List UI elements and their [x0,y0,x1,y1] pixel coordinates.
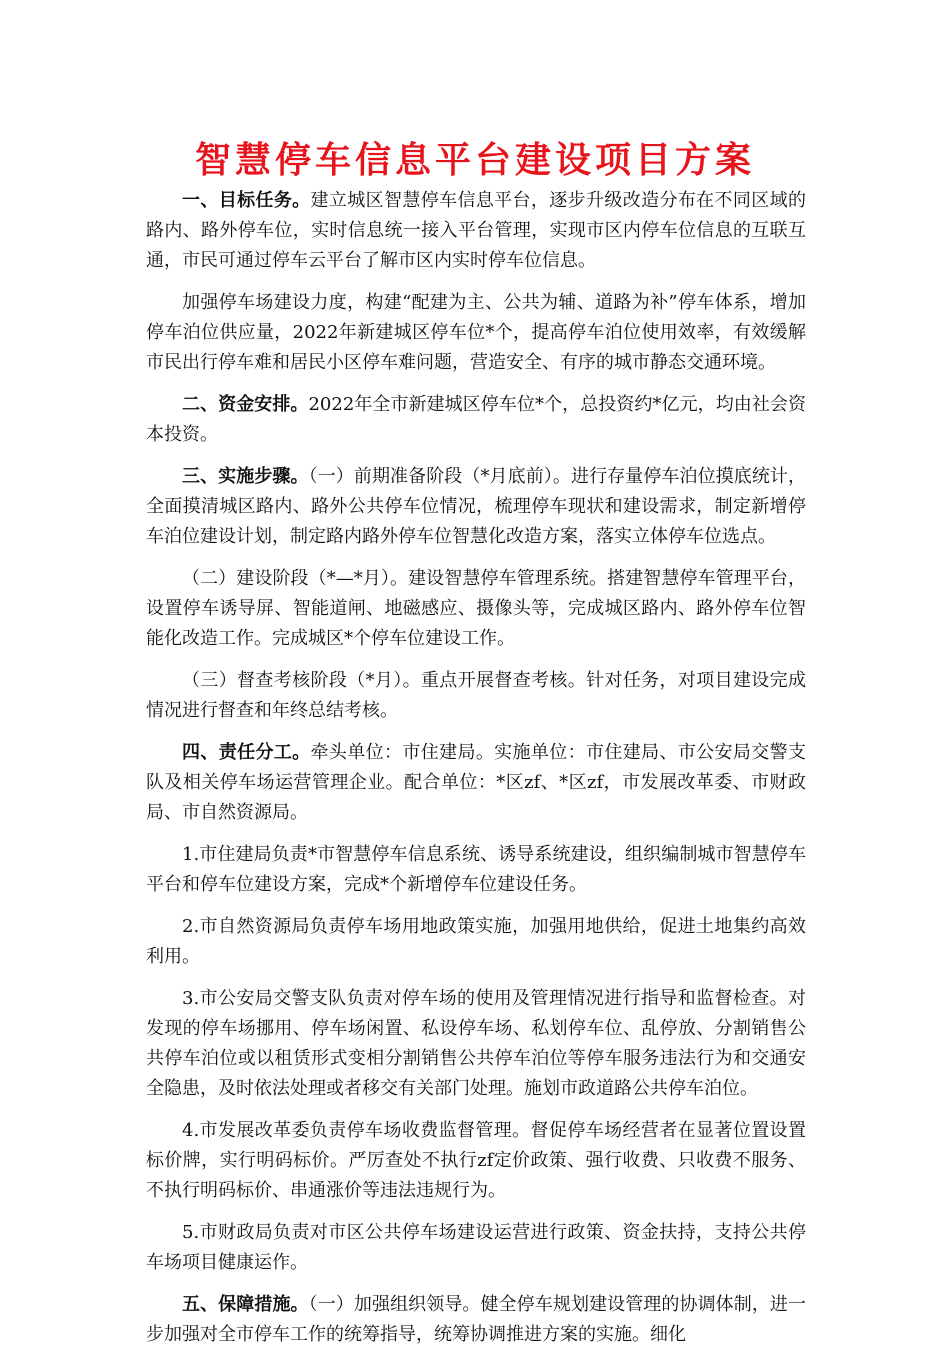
paragraph-text: 建立城区智慧停车信息平台，逐步升级改造分布在不同区域的路内、路外停车位，实时信息统一接入平台管理，实现市区内停车位信息的互联互通，市民可通过停车云平台了解市区内实时停车位信息。 [146,190,806,271]
paragraph-duty-5 [146,1218,806,1278]
paragraph-goals [146,186,806,276]
paragraph-text: （二）建设阶段（*—*月）。建设智慧停车管理系统。搭建智慧停车管理平台，设置停车诱导屏、智能道闸、地磁感应、摄像头等，完成城区路内、路外停车位智能化改造工作。完成城区*个停车位建设工作。 [146,568,806,649]
section-heading-funding: 二、资金安排。 [182,394,309,415]
paragraph-safeguards [146,1290,806,1350]
section-heading-safeguards: 五、保障措施。 [182,1294,309,1315]
paragraph-duty-4 [146,1116,806,1206]
paragraph-text: 加强停车场建设力度，构建“配建为主、公共为辅、道路为补”停车体系，增加停车泊位供应量，2022年新建城区停车位*个，提高停车泊位使用效率，有效缓解市民出行停车难和居民小区停车难问题，营造安全、有序的城市静态交通环境。 [146,292,806,373]
document-body [146,186,806,1350]
paragraph-text: 3.市公安局交警支队负责对停车场的使用及管理情况进行指导和监督检查。对发现的停车场挪用、停车场闲置、私设停车场、私划停车位、乱停放、分割销售公共停车泊位或以租赁形式变相分割销售公共停车泊位等停车服务违法行为和交通安全隐患，及时依法处理或者移交有关部门处理。施划市政道路公共停车泊位。 [146,988,806,1099]
paragraph-funding [146,390,806,450]
paragraph-text: （三）督查考核阶段（*月）。重点开展督查考核。针对任务，对项目建设完成情况进行督查和年终总结考核。 [146,670,806,721]
paragraph-text: （一）加强组织领导。健全停车规划建设管理的协调体制，进一步加强对全市停车工作的统筹指导，统筹协调推进方案的实施。细化 [146,1294,807,1345]
paragraph-text: 2022年全市新建城区停车位*个，总投资约*亿元，均由社会资本投资。 [146,394,806,445]
section-heading-steps: 三、实施步骤。 [182,466,309,487]
paragraph-steps [146,462,806,552]
paragraph-text: （一）前期准备阶段（*月底前）。进行存量停车泊位摸底统计，全面摸清城区路内、路外公共停车位情况，梳理停车现状和建设需求，制定新增停车泊位建设计划，制定路内路外停车位智慧化改造方案，落实立体停车位选点。 [146,466,807,547]
paragraph-duty-3 [146,984,806,1104]
paragraph-text: 2.市自然资源局负责停车场用地政策实施，加强用地供给，促进土地集约高效利用。 [146,916,806,967]
section-heading-goals: 一、目标任务。 [182,190,311,211]
paragraph-duty-2 [146,912,806,972]
paragraph-text: 4.市发展改革委负责停车场收费监督管理。督促停车场经营者在显著位置设置标价牌，实行明码标价。严厉查处不执行zf定价政策、强行收费、只收费不服务、不执行明码标价、串通涨价等违法违规行为。 [146,1120,806,1201]
section-heading-responsibilities: 四、责任分工。 [182,742,311,763]
paragraph-duty-1 [146,840,806,900]
paragraph-text: 牵头单位：市住建局。实施单位：市住建局、市公安局交警支队及相关停车场运营管理企业。配合单位：*区zf、*区zf，市发展改革委、市财政局、市自然资源局。 [146,742,806,823]
document-title: 智慧停车信息平台建设项目方案 [194,139,755,181]
paragraph-text: 1.市住建局负责*市智慧停车信息系统、诱导系统建设，组织编制城市智慧停车平台和停车位建设方案，完成*个新增停车位建设任务。 [146,844,806,895]
paragraph-parking-construction [146,288,806,378]
paragraph-responsibilities [146,738,806,828]
paragraph-step-three [146,666,806,726]
paragraph-text: 5.市财政局负责对市区公共停车场建设运营进行政策、资金扶持，支持公共停车场项目健康运作。 [146,1222,806,1273]
paragraph-step-two [146,564,806,654]
